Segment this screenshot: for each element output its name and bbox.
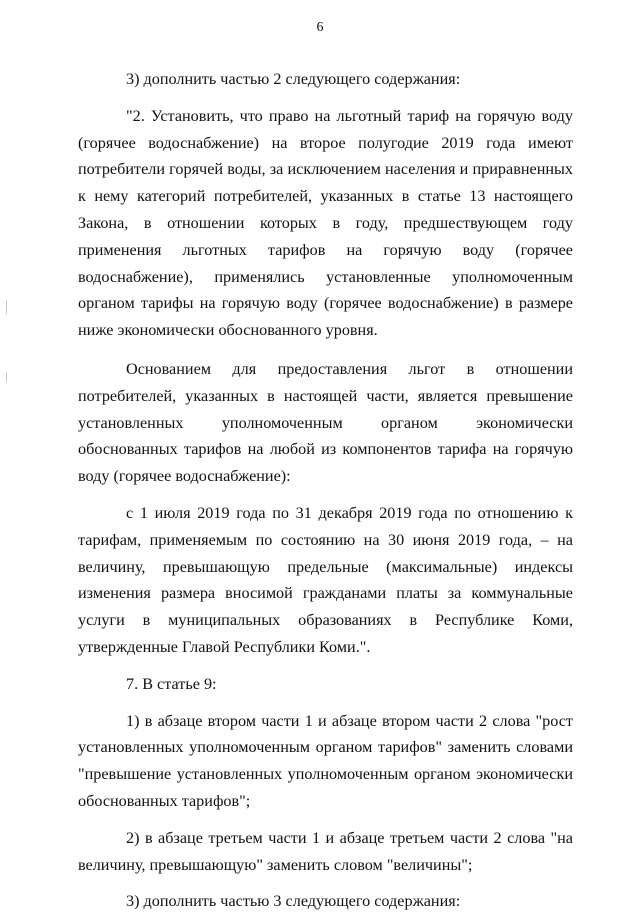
paragraph-item-3: 3) дополнить частью 3 следующего содержания: (126, 892, 461, 911)
paragraph-item-1: 1) в абзаце втором части 1 и абзаце втором части 2 слова "рост установленных уполномоченным органом тарифов" заменить словами "превышение установленных уполномоченным органом экономически обоснованных тарифов"; (78, 711, 573, 810)
scan-margin-mark (6, 372, 7, 382)
paragraph-amendment-3: 3) дополнить частью 2 следующего содержания: (126, 70, 461, 88)
paragraph-basis: Основанием для предоставления льгот в отношении потребителей, указанных в настоящей части, является превышение установленных уполномоченным органом экономически обоснованных тарифов на любой из компонентов тарифа на горячую воду (горячее водоснабжение): (78, 359, 573, 486)
document-body (78, 66, 573, 915)
paragraph-item-2: 2) в абзаце третьем части 1 и абзаце третьем части 2 слова "на величину, превышающую" заменить словом "величины"; (78, 828, 573, 874)
scan-margin-mark (6, 300, 7, 314)
paragraph-part-2: "2. Установить, что право на льготный тариф на горячую воду (горячее водоснабжение) на второе полугодие 2019 года имеют потребители горячей воды, за исключением населения и приравненных к нему категорий потребителей, указанных в статье 13 настоящего Закона, в отношении которых в году, предшествующем году применения льготных тарифов на горячую воду (горячее водоснабжение), применялись установленные уполномоченным органом тарифы на горячую воду (горячее водоснабжение) в размере ниже экономически обоснованного уровня. (78, 106, 573, 340)
paragraph-period: с 1 июля 2019 года по 31 декабря 2019 года по отношению к тарифам, применяемым по состоянию на 30 июня 2019 года, – на величину, превышающую предельные (максимальные) индексы изменения размера вносимой гражданами платы за коммунальные услуги в муниципальных образованиях в Республике Коми, утвержденные Главой Республики Коми.". (78, 503, 573, 656)
paragraph-article-9: 7. В статье 9: (126, 674, 217, 693)
page-number: 6 (316, 20, 324, 35)
